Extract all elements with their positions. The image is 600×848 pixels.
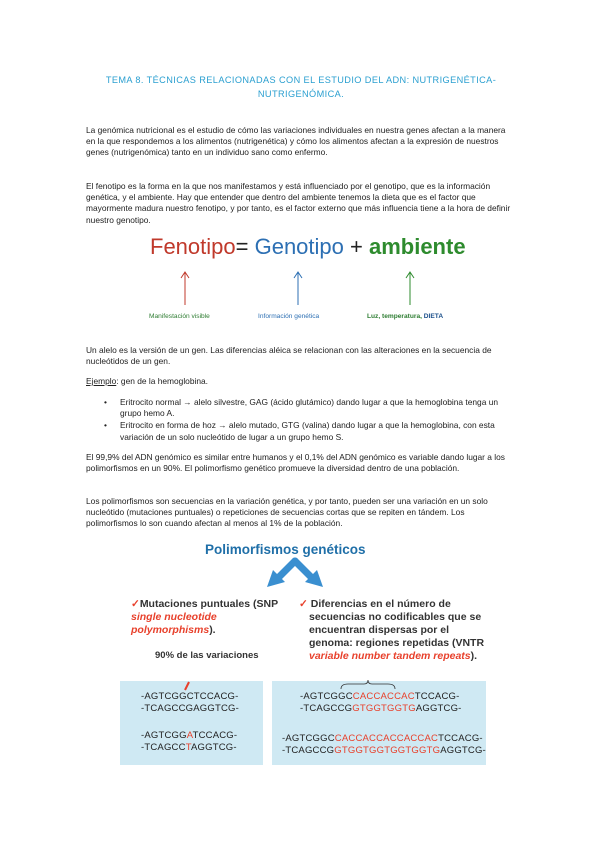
formula-genotipo: Genotipo — [254, 234, 344, 259]
vntr-seq-2b — [282, 745, 486, 757]
vntr-line-4: genoma: regiones repetidas (VNTR — [309, 637, 485, 649]
snp-line-2: single nucleotide — [131, 611, 217, 623]
arrow-up-ambiente-icon — [405, 270, 415, 306]
vntr-seq-1b-post: AGGTCG- — [415, 703, 462, 714]
formula-fenotipo: Fenotipo — [150, 234, 236, 259]
caption-ambiente — [367, 313, 443, 320]
snp-seq-1a-post: TCCACG- — [193, 691, 239, 702]
snp-seq-1a — [141, 691, 238, 703]
vntr-seq-1b-pre: -TCAGCCG — [300, 703, 353, 714]
paragraph-polimorfismos: Los polimorfismos son secuencias en la variación genética, y por tanto, pueden ser una variación en un solo nucleótido (mutaciones puntuales) o repeticiones de secuencias cortas que se repiten en tándem. Los polimorfismos lo son cuando afectan al menos al 1% de la población. — [86, 496, 488, 529]
vntr-line-2: secuencias no codificables que se — [309, 611, 482, 623]
example-label: Ejemplo — [86, 376, 117, 386]
vntr-line-1: Diferencias en el número de — [310, 598, 451, 610]
snp-seq-2a — [141, 730, 237, 742]
vntr-seq-1a-post: TCCACG- — [414, 691, 460, 702]
caption-fenotipo: Manifestación visible — [149, 313, 210, 320]
snp-line-3: polymorphisms — [131, 624, 210, 636]
vntr-line-3: encuentran dispersas por el — [309, 624, 450, 636]
snp-seq-1b: -TCAGCCGAGGTCG- — [141, 703, 239, 714]
arrow-up-genotipo-icon — [293, 270, 303, 306]
snp-seq-2a-post: TCCACG- — [192, 730, 238, 741]
snp-seq-2b-post: AGGTCG- — [191, 742, 237, 753]
vntr-seq-1a-hl: CACCACCAC — [352, 691, 415, 702]
vntr-seq-1a — [300, 691, 459, 703]
list-item: • Eritrocito normal → alelo silvestre, GAG (ácido glutámico) dando lugar a que la hemoglobina tenga un grupo hemo A. — [104, 397, 514, 419]
infographic-title: Polimorfismos genéticos — [205, 542, 366, 557]
caption-ambiente-text: Luz, temperatura, — [367, 313, 424, 320]
title-line-1: TEMA 8. TÉCNICAS RELACIONADAS CON EL ESTUDIO DEL ADN: NUTRIGENÉTICA- — [105, 75, 497, 85]
vntr-seq-2a-pre: -AGTCGGC — [282, 733, 335, 744]
vntr-seq-1b — [300, 703, 462, 715]
snp-seq-2a-pre: -AGTCGG — [141, 730, 187, 741]
snp-seq-2a-hl: A — [186, 730, 193, 741]
paragraph-genomica: La genómica nutricional es el estudio de cómo las variaciones individuales en nuestra genes afectan a la manera en la que respondemos a los alimentos (nutrigenética) y cómo los alimentos afectan a la expresión de nuestros genes (nutrigenómica) tanto en un individuo sano como enfermo. — [86, 125, 506, 158]
paragraph-alelo: Un alelo es la versión de un gen. Las diferencias aléica se relacionan con las alteraciones en la secuencia de nucleótidos de un gen. — [86, 345, 492, 367]
snp-seq-2b-pre: -TCAGCC — [141, 742, 186, 753]
snp-line-1: Mutaciones puntuales (SNP — [139, 598, 279, 610]
caption-dieta: DIETA — [423, 313, 444, 320]
example-line — [86, 376, 516, 387]
vntr-seq-2b-post: AGGTCG- — [440, 745, 486, 756]
snp-line-3-end: ). — [209, 624, 216, 636]
split-arrows-icon — [255, 557, 335, 589]
page-title — [96, 73, 506, 101]
vntr-seq-2a-post: TCCACG- — [438, 733, 483, 744]
hemoglobin-list — [104, 397, 514, 444]
snp-seq-2b-hl: T — [185, 742, 191, 753]
paragraph-fenotipo: El fenotipo es la forma en la que nos manifestamos y está influenciado por el genotipo, que es la información genética, y el ambiente. Hay que entender que dentro del ambiente tenemos la dieta que es el factor que mayormente madura nuestro fenotipo, y por tanto, es el factor externo que más influencia tiene a la hora de definir nuestro genotipo. — [86, 181, 511, 225]
vntr-seq-2b-hl: GTGGTGGTGGTGGTG — [334, 745, 441, 756]
vntr-seq-1b-hl: GTGGTGGTG — [352, 703, 416, 714]
vntr-description — [299, 598, 499, 663]
formula-plus: + — [343, 234, 369, 259]
repeat-brace-icon — [340, 680, 396, 690]
vntr-seq-2a-hl: CACCACCACCACCAC — [334, 733, 439, 744]
formula — [150, 234, 466, 260]
vntr-seq-2b-pre: -TCAGCCG — [282, 745, 335, 756]
paragraph-adn: El 99,9% del ADN genómico es similar entre humanos y el 0,1% del ADN genómico es variable dando lugar a los polimorfismos en un 90%. El polimorfismo genético promueve la diversidad dentro de una población. — [86, 452, 505, 474]
arrow-up-fenotipo-icon — [180, 270, 190, 306]
vntr-line-5: variable number tandem repeats — [309, 650, 471, 662]
caption-genotipo: Información genética — [258, 313, 320, 320]
mutation-mark-icon — [183, 681, 191, 691]
list-item: • Eritrocito en forma de hoz → alelo mutado, GTG (valina) dando lugar a que la hemoglobina, con esta variación de un solo nucleótido de lugar a un grupo hemo S. — [104, 420, 514, 442]
example-text: : gen de la hemoglobina. — [116, 376, 208, 386]
snp-description — [131, 598, 281, 637]
vntr-seq-2a — [282, 733, 483, 745]
formula-equals: = — [235, 234, 255, 259]
formula-ambiente: ambiente — [368, 234, 466, 259]
vntr-seq-1a-pre: -AGTCGGC — [300, 691, 353, 702]
snp-percentage: 90% de las variaciones — [155, 650, 259, 661]
title-line-2: NUTRIGENÓMICA. — [257, 89, 345, 99]
snp-seq-2b — [141, 742, 237, 754]
snp-seq-1a-pre: -AGTCGGC — [141, 691, 194, 702]
check-icon: ✓ — [299, 598, 308, 610]
vntr-line-5-end: ). — [470, 650, 478, 662]
check-icon: ✓ — [131, 598, 140, 610]
